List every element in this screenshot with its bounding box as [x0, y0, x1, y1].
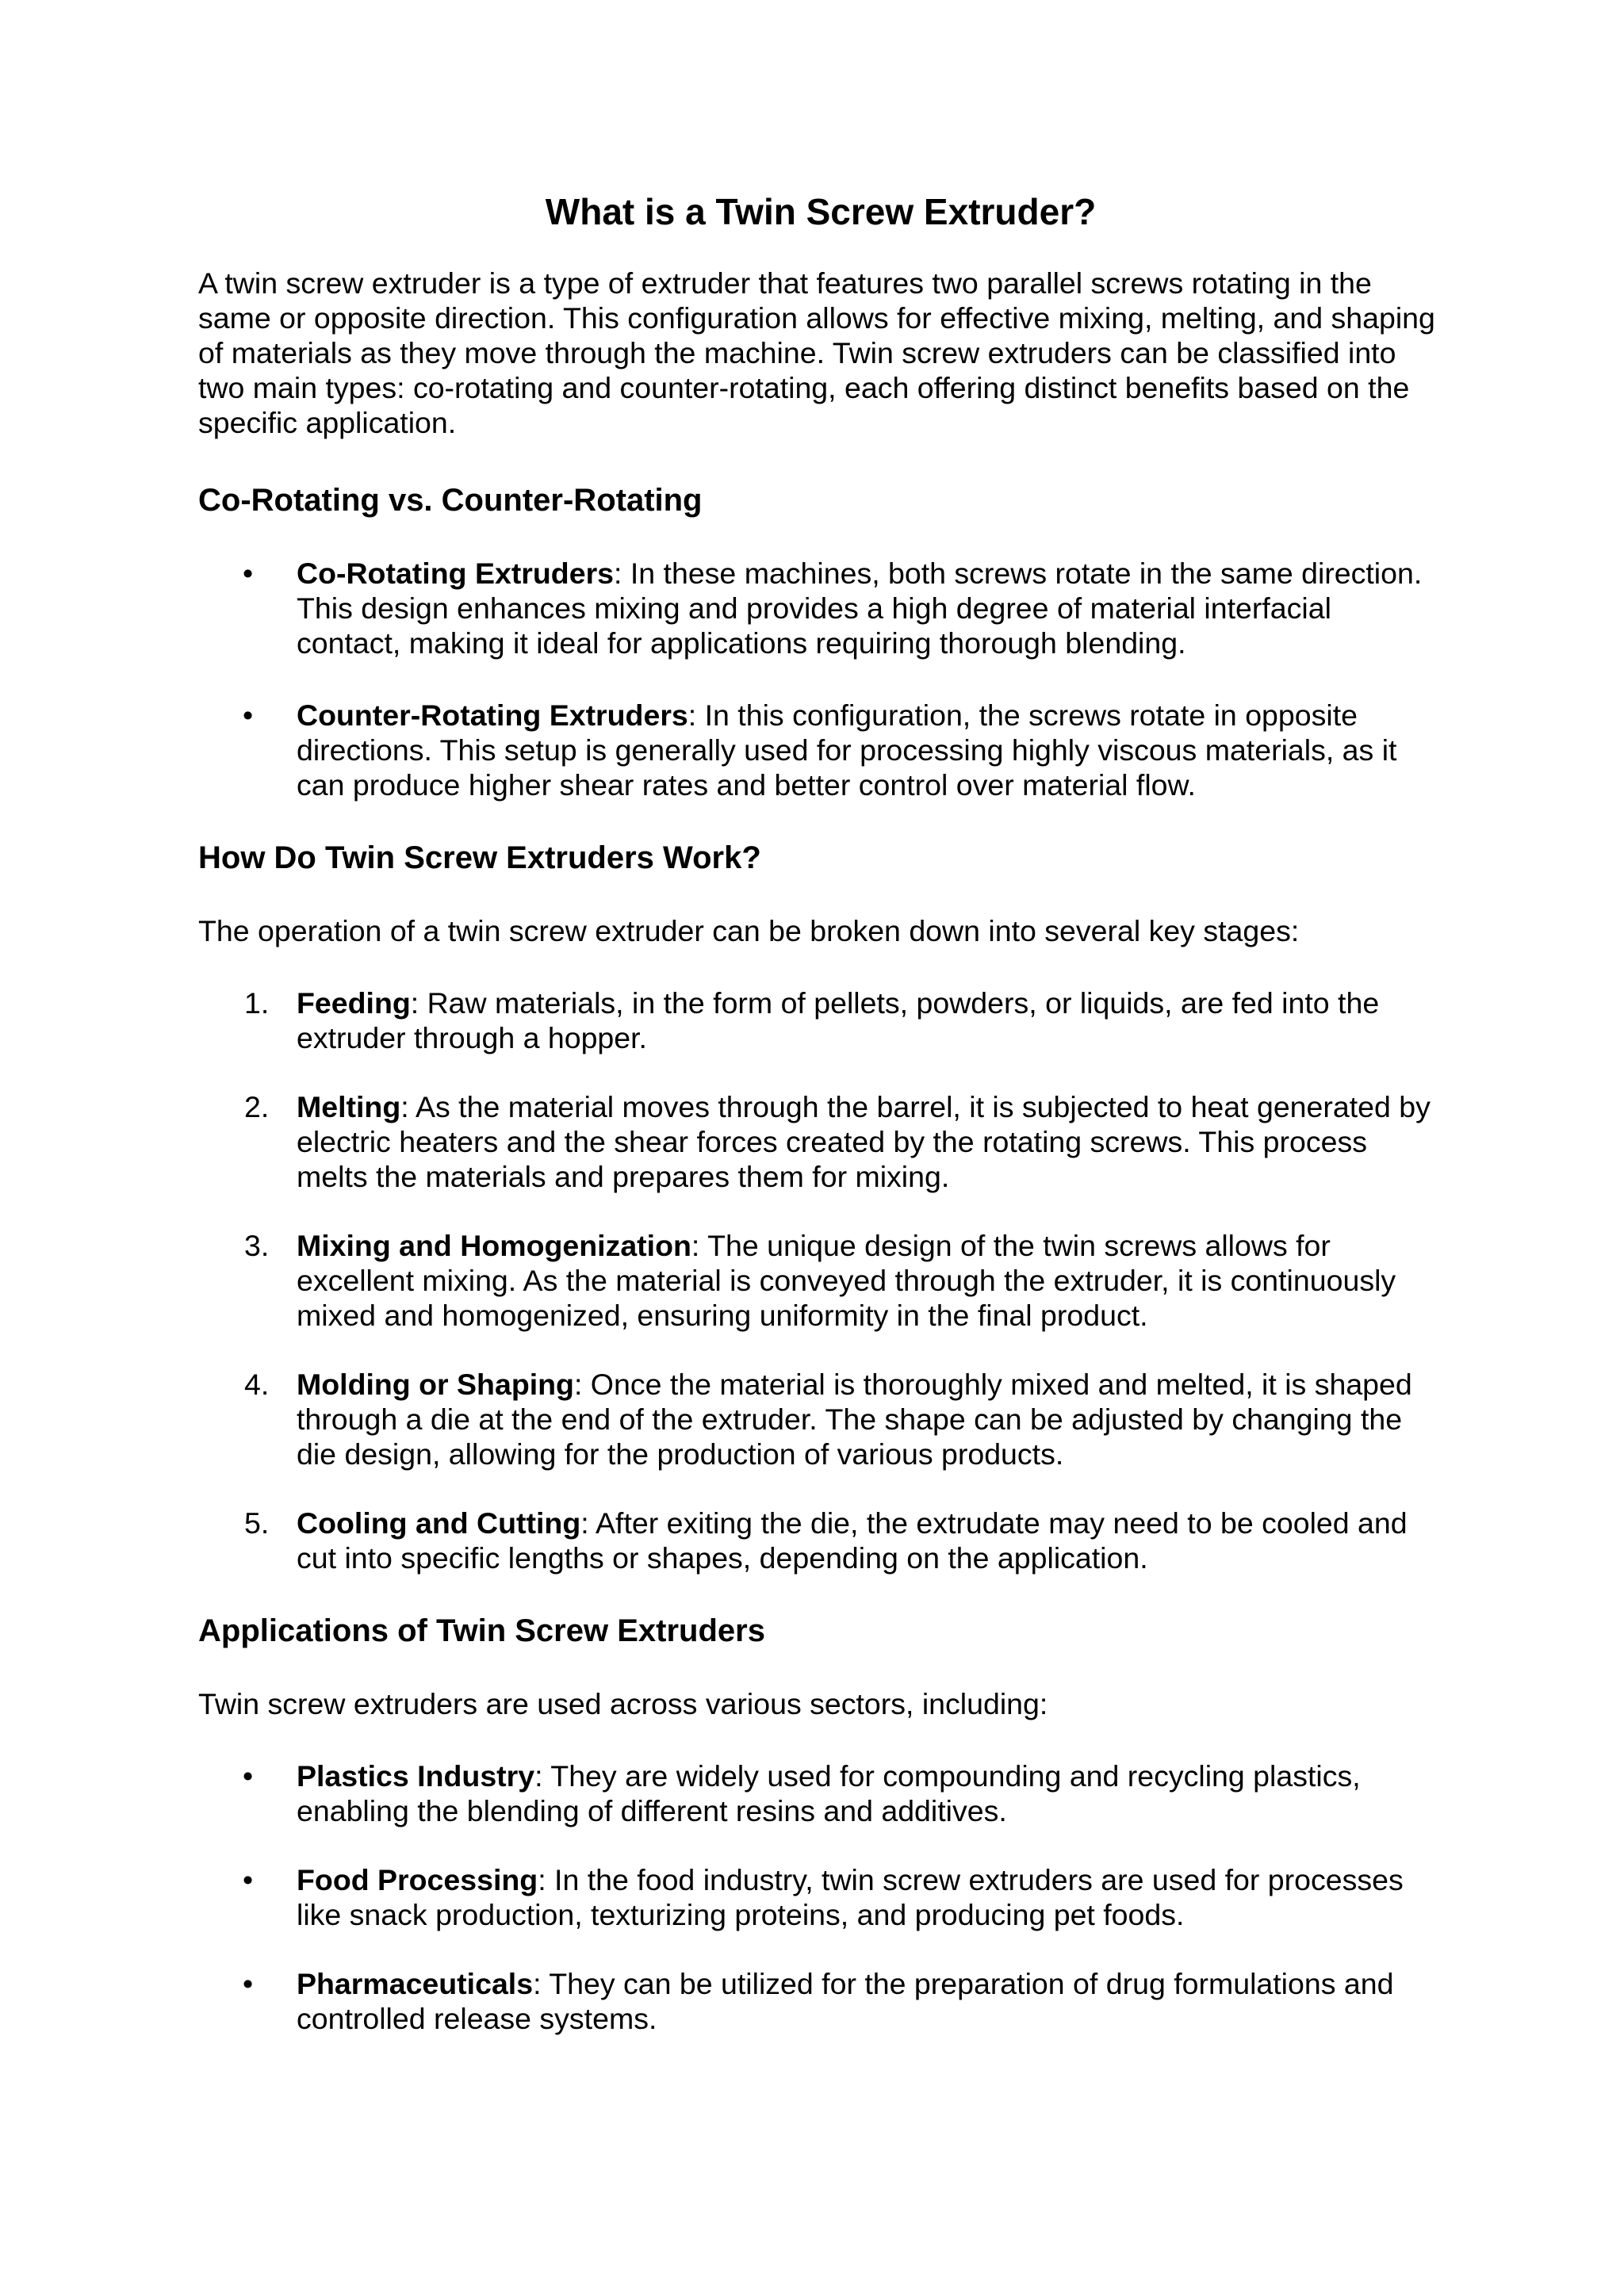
bullet-marker: •: [243, 557, 254, 591]
list-item-term: Feeding: [297, 986, 411, 1020]
list-item-term: Molding or Shaping: [297, 1368, 574, 1402]
page-title: What is a Twin Screw Extruder?: [545, 191, 1097, 232]
list-item-text: : They can be utilized for the preparation of drug formulations and controlled release systems.: [297, 1967, 1394, 2036]
co-rotating-list: [198, 556, 1443, 802]
number-marker: 1.: [244, 986, 270, 1020]
list-item-term: Pharmaceuticals: [297, 1967, 534, 2001]
list-item: [198, 1089, 1443, 1194]
list-item-term: Counter-Rotating Extruders: [297, 698, 688, 733]
list-item-term: Cooling and Cutting: [297, 1506, 581, 1540]
number-marker: 4.: [244, 1368, 270, 1402]
bullet-marker: •: [243, 1967, 254, 2001]
bullet-marker: •: [243, 1863, 254, 1897]
bullet-marker: •: [243, 1759, 254, 1793]
section-heading-co-rotating: Co-Rotating vs. Counter-Rotating: [198, 483, 703, 519]
number-marker: 3.: [244, 1229, 270, 1263]
list-item-term: Co-Rotating Extruders: [297, 557, 615, 591]
list-item: [198, 985, 1443, 1055]
list-item: [198, 698, 1443, 802]
list-item-text: : In this configuration, the screws rotate in opposite directions. This setup is generally used for processing highly viscous materials, as it can produce higher shear rates and better control over material flow.: [297, 698, 1397, 802]
section-heading-how-it-works: How Do Twin Screw Extruders Work?: [198, 840, 761, 876]
list-item-text: : After exiting the die, the extrudate may need to be cooled and cut into specific lengths or shapes, depending on the application.: [297, 1506, 1408, 1575]
stages-list: [198, 985, 1443, 1575]
list-item-text: : As the material moves through the barrel, it is subjected to heat generated by electric heaters and the shear forces created by the rotating screws. This process melts the materials and prepares them for mixing.: [297, 1090, 1431, 1194]
list-item-text: : In these machines, both screws rotate in the same direction. This design enhances mixing and provides a high degree of material interfacial contact, making it ideal for applications requiring thorough blending.: [297, 557, 1423, 660]
list-item-text: : In the food industry, twin screw extruders are used for processes like snack production, texturizing proteins, and producing pet foods.: [297, 1863, 1404, 1932]
number-marker: 2.: [244, 1090, 270, 1124]
list-item-text: : Once the material is thoroughly mixed and melted, it is shaped through a die at the end of the extruder. The shape can be adjusted by changing the die design, allowing for the production of various products.: [297, 1368, 1412, 1471]
list-item-text: : The unique design of the twin screws allows for excellent mixing. As the material is conveyed through the extruder, it is continuously mixed and homogenized, ensuring uniformity in the final product.: [297, 1229, 1396, 1333]
section-heading-applications: Applications of Twin Screw Extruders: [198, 1613, 765, 1649]
list-item: [198, 556, 1443, 660]
list-item: [198, 1758, 1443, 1828]
intro-paragraph: A twin screw extruder is a type of extruder that features two parallel screws rotating in the same or opposite direction. This configuration allows for effective mixing, melting, and shaping of materials as they move through the machine. Twin screw extruders can be classified into two main types: co-rotating and counter-rotating, each offering distinct benefits based on the specific application.: [198, 266, 1435, 440]
section-intro-paragraph: Twin screw extruders are used across various sectors, including:: [198, 1687, 1048, 1721]
list-item-term: Mixing and Homogenization: [297, 1229, 691, 1263]
applications-list: [198, 1758, 1443, 2036]
list-item-text: : Raw materials, in the form of pellets, powders, or liquids, are fed into the extruder through a hopper.: [297, 986, 1380, 1055]
list-item: [198, 1862, 1443, 1932]
list-item-term: Food Processing: [297, 1863, 538, 1897]
list-item: [198, 1506, 1443, 1575]
document-page: [198, 190, 1443, 2036]
bullet-marker: •: [243, 698, 254, 733]
list-item-text: : They are widely used for compounding and recycling plastics, enabling the blending of different resins and additives.: [297, 1759, 1361, 1828]
list-item: [198, 1228, 1443, 1333]
list-item-term: Melting: [297, 1090, 401, 1124]
list-item: [198, 1367, 1443, 1471]
list-item-term: Plastics Industry: [297, 1759, 535, 1793]
number-marker: 5.: [244, 1506, 270, 1540]
section-intro-paragraph: The operation of a twin screw extruder can be broken down into several key stages:: [198, 914, 1300, 948]
list-item: [198, 1966, 1443, 2036]
